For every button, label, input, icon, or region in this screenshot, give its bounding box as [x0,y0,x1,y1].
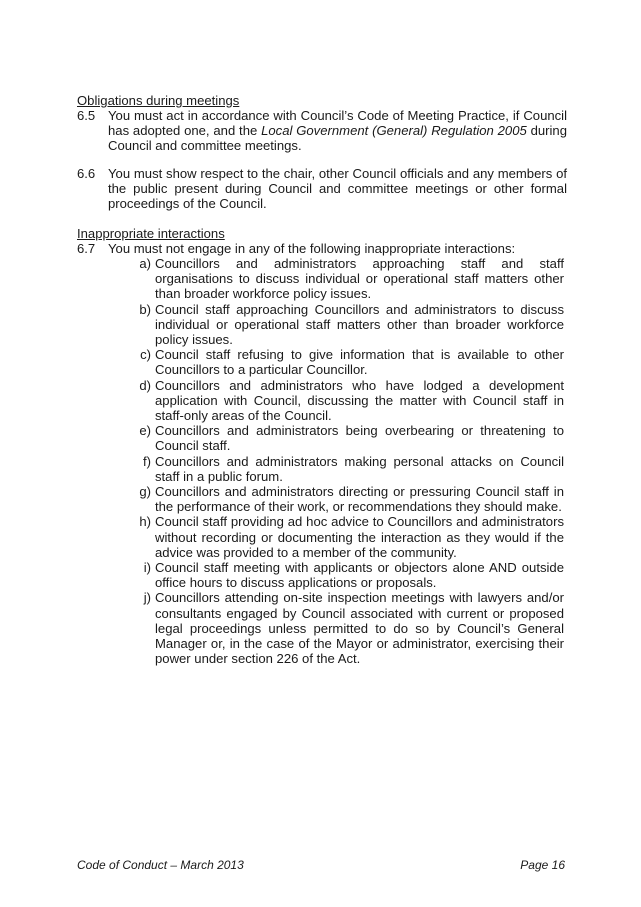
list-item [143,453,564,484]
item-text: Councillors and administrators directing or pressuring Council staff in the performance of their work, or recommendations they should make. [155,484,564,515]
item-letter: e) [139,423,151,439]
section-heading-obligations: Obligations during meetings [77,93,240,108]
item-text: Councillors and administrators who have lodged a development application with Council, discussing the matter with Council staff in staff-only areas of the Council. [155,377,564,424]
clause-number: 6.6 [77,166,96,181]
clause-text: You must show respect to the chair, other Council officials and any members of the public present during Council and committee meetings or other formal proceedings of the Council. [108,166,567,212]
item-text: Councillors and administrators making personal attacks on Council staff in a public forum. [155,453,564,484]
item-letter: b) [139,301,151,317]
item-letter: a) [139,256,151,271]
item-text: Councillors and administrators approaching staff and staff organisations to discuss individual or operational staff matters other than broader workforce policy issues. [155,256,564,302]
list-item [139,484,564,515]
document-title: Code of Conduct – March 2013 [77,858,244,872]
item-text: Councillors attending on-site inspection meetings with lawyers and/or consultants engaged by Council associated with current or proposed legal proceedings unless permitted to do so by Council’s General Manager or, in the case of the Mayor or administrator, exercising their power under section 226 of the Act. [155,590,564,667]
clause-6-6 [77,166,567,212]
item-letter: d) [139,377,151,393]
list-item [139,377,564,424]
item-text: Council staff meeting with applicants or objectors alone AND outside office hours to discuss applications or proposals. [155,560,564,591]
item-letter: c) [140,347,151,363]
item-text: Council staff providing ad hoc advice to Councillors and administrators without recording or documenting the interaction as they would if the advice was provided to a member of the community. [155,514,564,560]
clause-text: You must not engage in any of the following inappropriate interactions: [108,241,516,256]
item-letter: f) [143,453,151,469]
clause-6-5 [77,108,567,154]
clause-text [108,108,567,154]
clause-text-part: during Council and committee meetings. [108,123,568,154]
list-item [143,560,564,591]
item-letter: g) [139,484,151,500]
list-item [143,590,564,667]
list-item [140,347,564,378]
section-heading-inappropriate-interactions: Inappropriate interactions [77,226,225,241]
list-item [139,423,564,454]
interaction-list [139,256,564,667]
list-item [139,256,564,302]
item-text: Councillors and administrators being overbearing or threatening to Council staff. [155,423,564,454]
regulation-title: Local Government (General) Regulation 2005 [261,123,527,139]
clause-6-7 [77,241,567,256]
list-item [139,514,564,560]
list-item [139,301,564,348]
page-number: Page 16 [520,858,565,872]
clause-number: 6.7 [77,241,96,256]
item-text: Council staff refusing to give information that is available to other Councillors to a particular Councillor. [155,347,564,378]
item-letter: h) [139,514,151,530]
item-letter: i) [143,560,151,576]
clause-number: 6.5 [77,108,96,123]
clause-text-part: You must act in accordance with Council’s Code of Meeting Practice, if Council has adopted one, and the [108,108,567,139]
item-letter: j) [143,590,151,606]
item-text: Council staff approaching Councillors and administrators to discuss individual or operational staff matters other than broader workforce policy issues. [155,301,564,348]
